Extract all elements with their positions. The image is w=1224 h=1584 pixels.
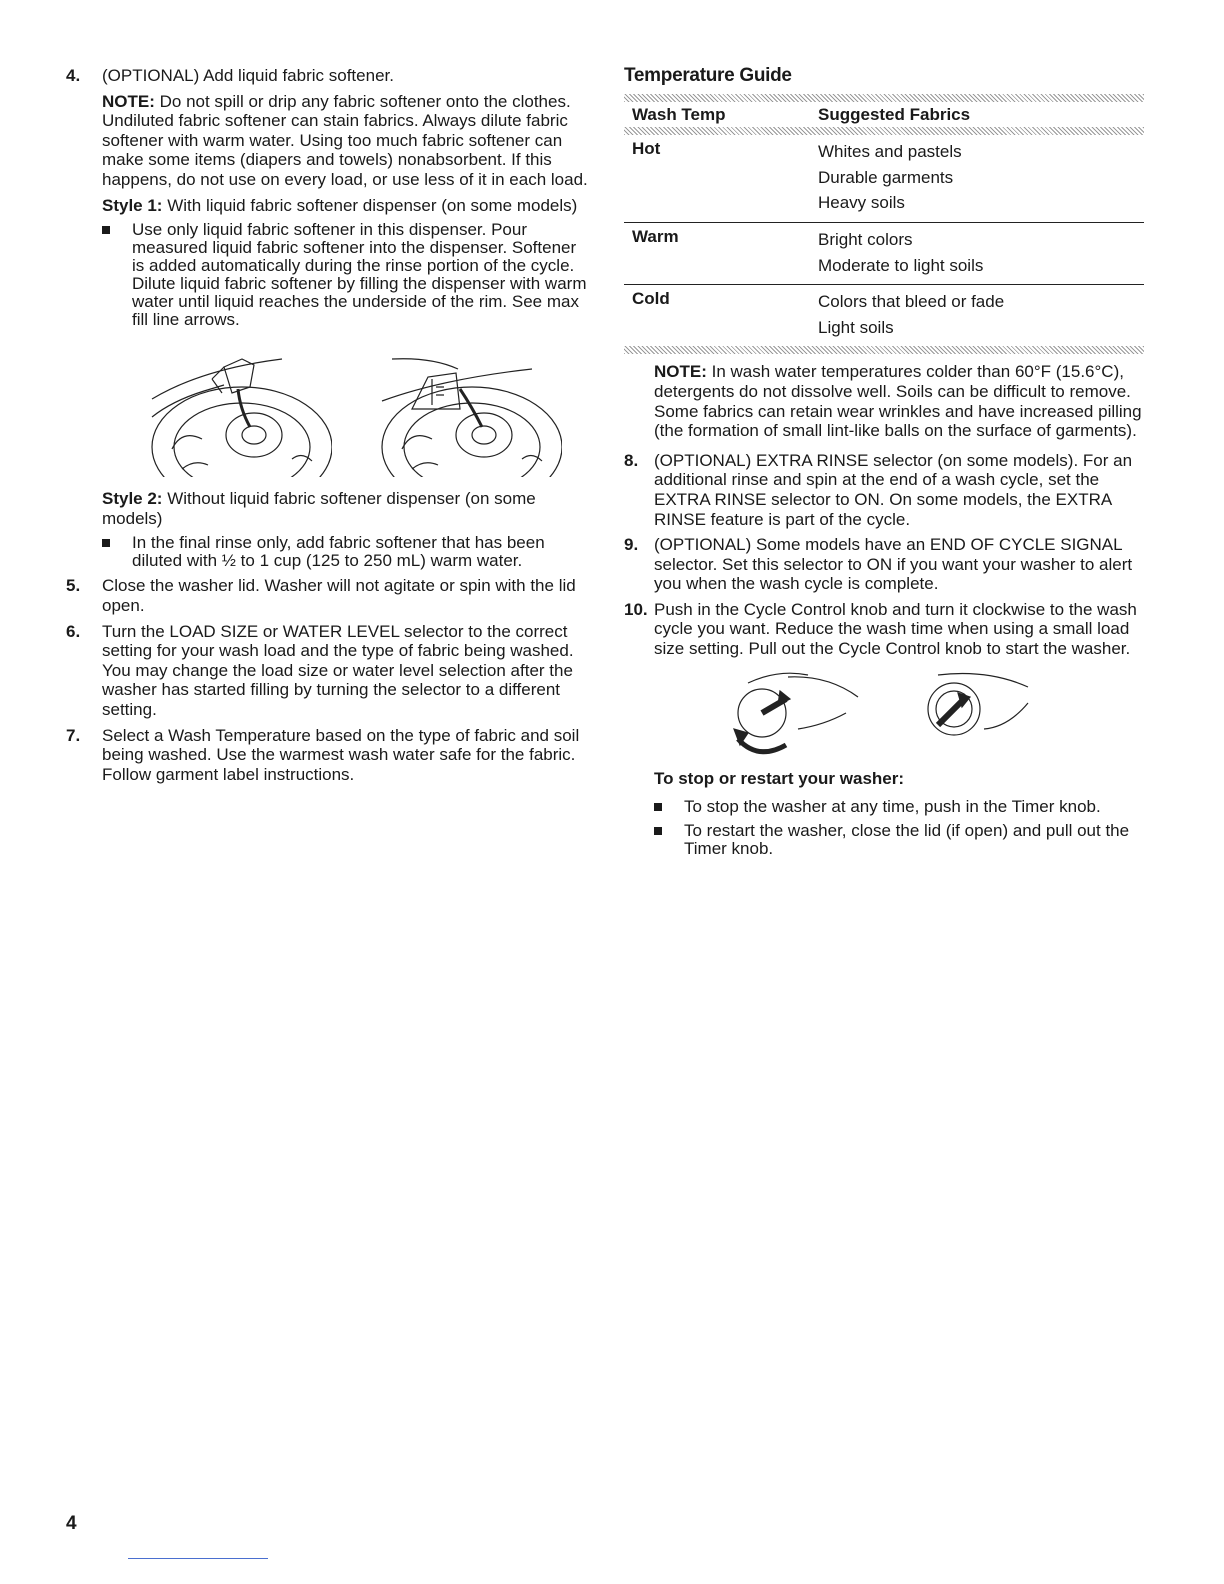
style2: [102, 489, 588, 528]
pour-cup-illustration: [372, 339, 562, 477]
step-text: (OPTIONAL) EXTRA RINSE selector (on some models). For an additional rinse and spin at the end of a wash cycle, set the EXTRA RINSE selector to ON. On some models, the EXTRA RINSE feature is part of the cycle.: [654, 450, 1133, 529]
temperature-guide-title: Temperature Guide: [624, 65, 792, 86]
temperature-note: [654, 362, 1144, 440]
temp-hot: Hot: [632, 139, 661, 159]
table-row: [624, 285, 1144, 347]
fabric-item: Bright colors: [818, 229, 913, 249]
table-row: [624, 135, 1144, 222]
pull-knob-illustration: [908, 669, 1048, 761]
stop-restart-list: [654, 798, 1144, 858]
style2-label: Style 2:: [102, 489, 163, 509]
dispenser-illustrations: [142, 339, 588, 477]
pour-bottle-illustration: [142, 339, 332, 477]
step-number: 10.: [624, 599, 648, 619]
style1-text: With liquid fabric softener dispenser (on some models): [167, 195, 578, 215]
step-text: (OPTIONAL) Add liquid fabric softener.: [102, 66, 394, 85]
stop-restart-heading: To stop or restart your washer:: [654, 768, 905, 788]
step-number: 8.: [624, 450, 639, 470]
right-column: [624, 66, 1144, 864]
temp-warm: Warm: [624, 222, 810, 284]
step-7: [66, 726, 588, 785]
step-number: 5.: [66, 576, 81, 596]
note-text: Do not spill or drip any fabric softener onto the clothes. Undiluted fabric softener can stain fabrics. Always dilute fabric softener with warm water. Using too much fabric softener can make some items (diapers and towels) nonabsorbent. If this happens, do not use on every load, or use less of it in each load.: [102, 91, 588, 189]
style2-text: Without liquid fabric softener dispenser (on some models): [102, 489, 536, 528]
style2-list: [102, 534, 588, 570]
knob-illustrations: [728, 669, 1144, 761]
note: [102, 92, 588, 190]
header-rule: [624, 127, 1144, 135]
list-item: To stop the washer at any time, push in the Timer knob.: [654, 798, 1144, 816]
fabrics-cell: [810, 222, 1144, 284]
table-row: [624, 222, 1144, 284]
header-suggested-fabrics: Suggested Fabrics: [818, 104, 971, 124]
style2-bullet: In the final rinse only, add fabric softener that has been diluted with ½ to 1 cup (125 to 250 mL) warm water.: [102, 534, 588, 570]
temp-cold: Cold: [624, 285, 810, 347]
step-text: Close the washer lid. Washer will not agitate or spin with the lid open.: [102, 576, 576, 615]
step-10: [624, 600, 1144, 659]
fabric-item: Light soils: [818, 317, 894, 337]
style1-bullet: Use only liquid fabric softener in this dispenser. Pour measured liquid fabric softener into the dispenser. Softener is added automatically during the rinse portion of the cycle. Dilute liquid fabric softener by filling the dispenser with warm water until liquid reaches the underside of the rim. See max fill line arrows.: [102, 221, 588, 329]
push-turn-knob-illustration: [728, 669, 868, 761]
step-8: [624, 451, 1144, 529]
style1-list: [102, 221, 588, 329]
temperature-table: [624, 102, 1144, 347]
step-number: 7.: [66, 725, 81, 745]
fabrics-cell: [810, 285, 1144, 347]
note-text: In wash water temperatures colder than 60°F (15.6°C), detergents do not dissolve well. Soils can be difficult to remove. Some fabrics can retain wear wrinkles and have increased pilling (the formation of small lint-like balls on the surface of garments).: [654, 362, 1142, 441]
table-bottom-rule: [624, 346, 1144, 354]
table-top-rule: [624, 94, 1144, 102]
step-4: [66, 66, 588, 570]
step-text: Select a Wash Temperature based on the type of fabric and soil being washed. Use the warmest wash water safe for the fabric. Follow garment label instructions.: [102, 725, 580, 784]
header-wash-temp: Wash Temp: [632, 104, 726, 124]
footer-rule: [128, 1558, 268, 1559]
fabric-item: Whites and pastels: [818, 142, 962, 162]
fabric-item: Moderate to light soils: [818, 255, 984, 275]
fabric-item: Heavy soils: [818, 193, 905, 213]
left-column: [66, 66, 588, 790]
step-5: [66, 576, 588, 615]
list-item: To restart the washer, close the lid (if open) and pull out the Timer knob.: [654, 822, 1144, 858]
step-text: Turn the LOAD SIZE or WATER LEVEL selector to the correct setting for your wash load and the type of fabric being washed. You may change the load size or water level selection after the washer has started filling by turning the selector to a different setting.: [102, 621, 574, 719]
step-text: (OPTIONAL) Some models have an END OF CYCLE SIGNAL selector. Set this selector to ON if you want your washer to alert you when the wash cycle is complete.: [654, 535, 1133, 594]
fabric-item: Colors that bleed or fade: [818, 292, 1005, 312]
step-number: 6.: [66, 621, 81, 641]
style1: [102, 196, 588, 216]
style1-label: Style 1:: [102, 195, 163, 215]
page-number: 4: [66, 1513, 77, 1534]
fabric-item: Durable garments: [818, 167, 954, 187]
note-label: NOTE:: [654, 362, 707, 382]
step-6: [66, 622, 588, 720]
step-number: 9.: [624, 535, 639, 555]
table-header-row: [624, 102, 1144, 128]
note-label: NOTE:: [102, 91, 155, 111]
step-9: [624, 535, 1144, 594]
step-number: 4.: [66, 66, 81, 85]
fabrics-cell: [810, 135, 1144, 222]
step-text: Push in the Cycle Control knob and turn it clockwise to the wash cycle you want. Reduce the wash time when using a small load size setting. Pull out the Cycle Control knob to start the washer.: [654, 599, 1137, 659]
